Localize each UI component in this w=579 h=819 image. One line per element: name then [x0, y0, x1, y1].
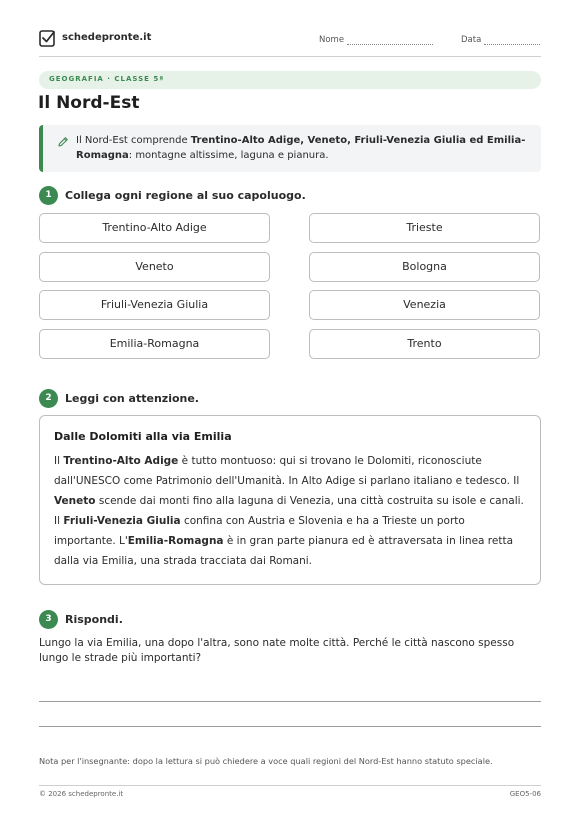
reading-segment: confina con Austria e Slovenia e ha a Trieste un porto importante. L'	[54, 515, 465, 547]
date-field[interactable]	[461, 35, 540, 45]
intro-box	[39, 125, 541, 172]
reading-text	[54, 451, 526, 571]
page-title: Il Nord-Est	[38, 93, 140, 113]
exercise-1-number: 1	[39, 186, 58, 205]
reading-segment: è tutto montuoso: qui si trovano le Dolomiti, riconosciute dall'UNESCO come Patrimonio dell'Umanità. In Alto Adige si parlano italiano e tedesco. Il	[54, 455, 520, 487]
name-field[interactable]	[319, 35, 433, 45]
region-box[interactable]: Veneto	[39, 252, 270, 282]
region-box[interactable]: Friuli-Venezia Giulia	[39, 290, 270, 320]
reading-box	[39, 415, 541, 585]
answer-line[interactable]	[39, 701, 541, 702]
reading-segment: Il	[54, 455, 64, 467]
reading-bold: Friuli-Venezia Giulia	[63, 515, 181, 527]
capital-box[interactable]: Trieste	[309, 213, 540, 243]
exercise-2-instruction: Leggi con attenzione.	[65, 392, 199, 405]
intro-regions: Trentino-Alto Adige, Veneto, Friuli-Venezia Giulia ed Emilia-Romagna	[76, 135, 526, 161]
intro-post: : montagne altissime, laguna e pianura.	[128, 150, 329, 161]
intro-pre: Il Nord-Est comprende	[76, 135, 191, 146]
reading-bold: Trentino-Alto Adige	[63, 455, 179, 467]
exercise-2-number: 2	[39, 389, 58, 408]
answer-line[interactable]	[39, 726, 541, 727]
capital-box[interactable]: Trento	[309, 329, 540, 359]
date-label: Data	[461, 35, 482, 45]
capital-box[interactable]: Bologna	[309, 252, 540, 282]
reading-title: Dalle Dolomiti alla via Emilia	[54, 430, 232, 443]
intro-text	[76, 133, 536, 163]
region-box[interactable]: Emilia-Romagna	[39, 329, 270, 359]
page-header	[39, 29, 541, 57]
checkbox-logo-icon	[39, 29, 56, 47]
footer-code: GEO5-06	[509, 790, 541, 798]
brand-name: schedepronte.it	[62, 32, 152, 43]
region-box[interactable]: Trentino-Alto Adige	[39, 213, 270, 243]
subject-tag: GEOGRAFIA · CLASSE 5ª	[39, 71, 541, 89]
regions-column	[39, 213, 270, 367]
exercise-3-instruction: Rispondi.	[65, 613, 123, 626]
exercise-1-heading	[39, 186, 541, 206]
reading-segment: è in gran parte pianura ed è attraversata in linea retta dalla via Emilia, una strada tracciata dai Romani.	[54, 535, 514, 567]
reading-bold: Veneto	[54, 495, 96, 507]
exercise-3-heading	[39, 610, 541, 630]
capital-box[interactable]: Venezia	[309, 290, 540, 320]
capitals-column	[309, 213, 540, 367]
reading-bold: Emilia-Romagna	[127, 535, 224, 547]
exercise-1-instruction: Collega ogni regione al suo capoluogo.	[65, 189, 306, 202]
pencil-icon	[57, 136, 69, 148]
reading-segment: scende dai monti fino alla laguna di Venezia, una città costruita su isole e canali. Il	[54, 495, 524, 527]
exercise-3-question: Lungo la via Emilia, una dopo l'altra, sono nate molte città. Perché le città nascono spesso lungo le strade più importanti?	[39, 637, 515, 664]
teacher-note: Nota per l'insegnante: dopo la lettura si può chiedere a voce quali regioni del Nord-Est hanno statuto speciale.	[39, 756, 493, 766]
exercise-2-heading	[39, 389, 541, 409]
name-label: Nome	[319, 35, 345, 45]
exercise-3-number: 3	[39, 610, 58, 629]
footer-divider	[39, 785, 541, 786]
footer-copyright: © 2026 schedepronte.it	[39, 790, 124, 798]
